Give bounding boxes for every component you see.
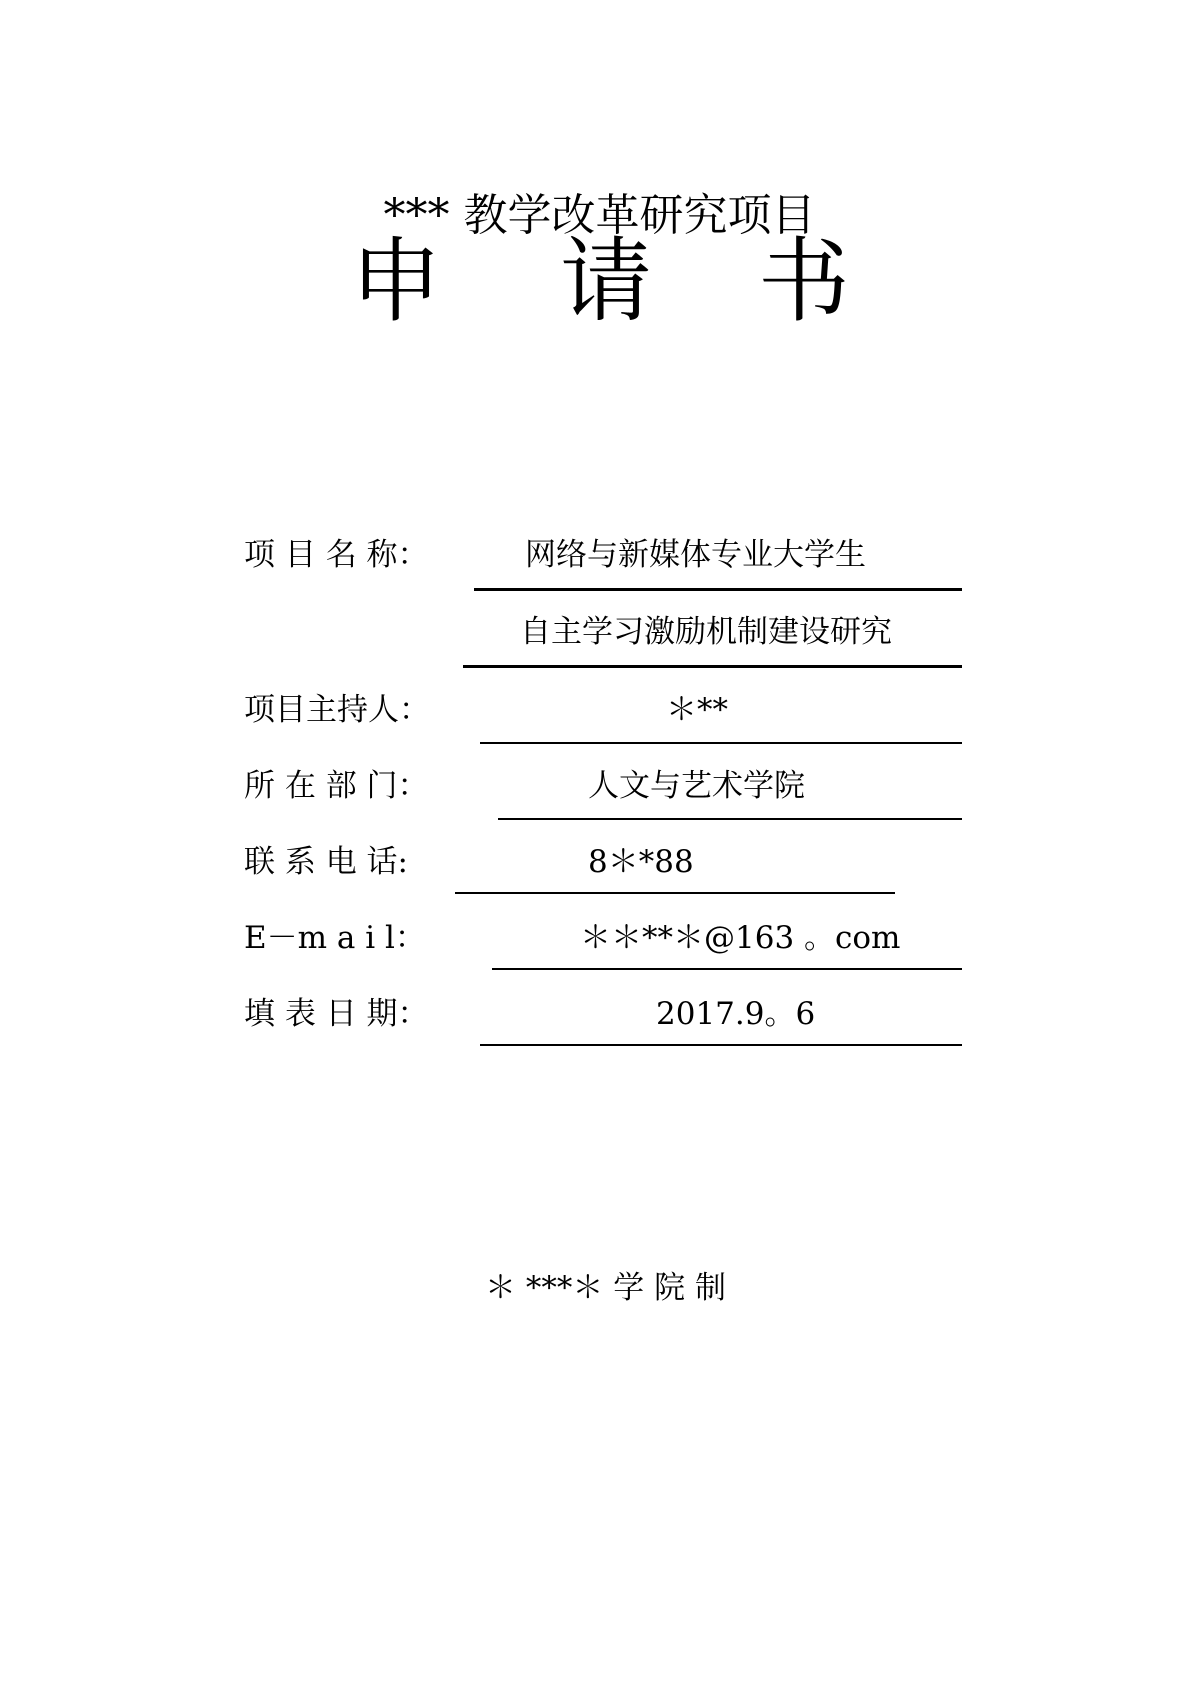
title-char-shu: 书 <box>758 228 851 335</box>
department-underline <box>498 818 962 820</box>
host-value: ＊** <box>666 692 728 728</box>
date-label: 填 表 日 期： <box>244 996 429 1032</box>
project-name-value-line2: 自主学习激励机制建设研究 <box>520 614 892 650</box>
phone-value: 8＊*88 <box>588 844 694 880</box>
title-char-qing: 请 <box>560 228 653 335</box>
phone-underline <box>455 892 895 894</box>
email-label: E－m a i l： <box>244 920 426 956</box>
date-underline <box>480 1044 962 1046</box>
host-underline <box>480 742 962 744</box>
phone-label: 联 系 电 话: <box>244 844 409 880</box>
department-value: 人文与艺术学院 <box>588 768 805 804</box>
project-name-label: 项 目 名 称： <box>244 537 429 573</box>
project-type-title: *** 教学改革研究项目 <box>383 190 816 241</box>
title-char-shen: 申 <box>350 228 443 335</box>
issuer-footer: ＊ ***＊ 学 院 制 <box>485 1270 726 1306</box>
project-name-underline-1 <box>474 588 962 591</box>
date-value: 2017.9。6 <box>656 996 816 1032</box>
department-label: 所 在 部 门： <box>244 768 429 804</box>
email-underline <box>492 968 962 970</box>
project-name-underline-2 <box>463 665 962 668</box>
host-label: 项目主持人： <box>244 692 430 728</box>
email-value: ＊＊**＊@163 。com <box>580 920 901 956</box>
project-name-value-line1: 网络与新媒体专业大学生 <box>525 537 866 573</box>
